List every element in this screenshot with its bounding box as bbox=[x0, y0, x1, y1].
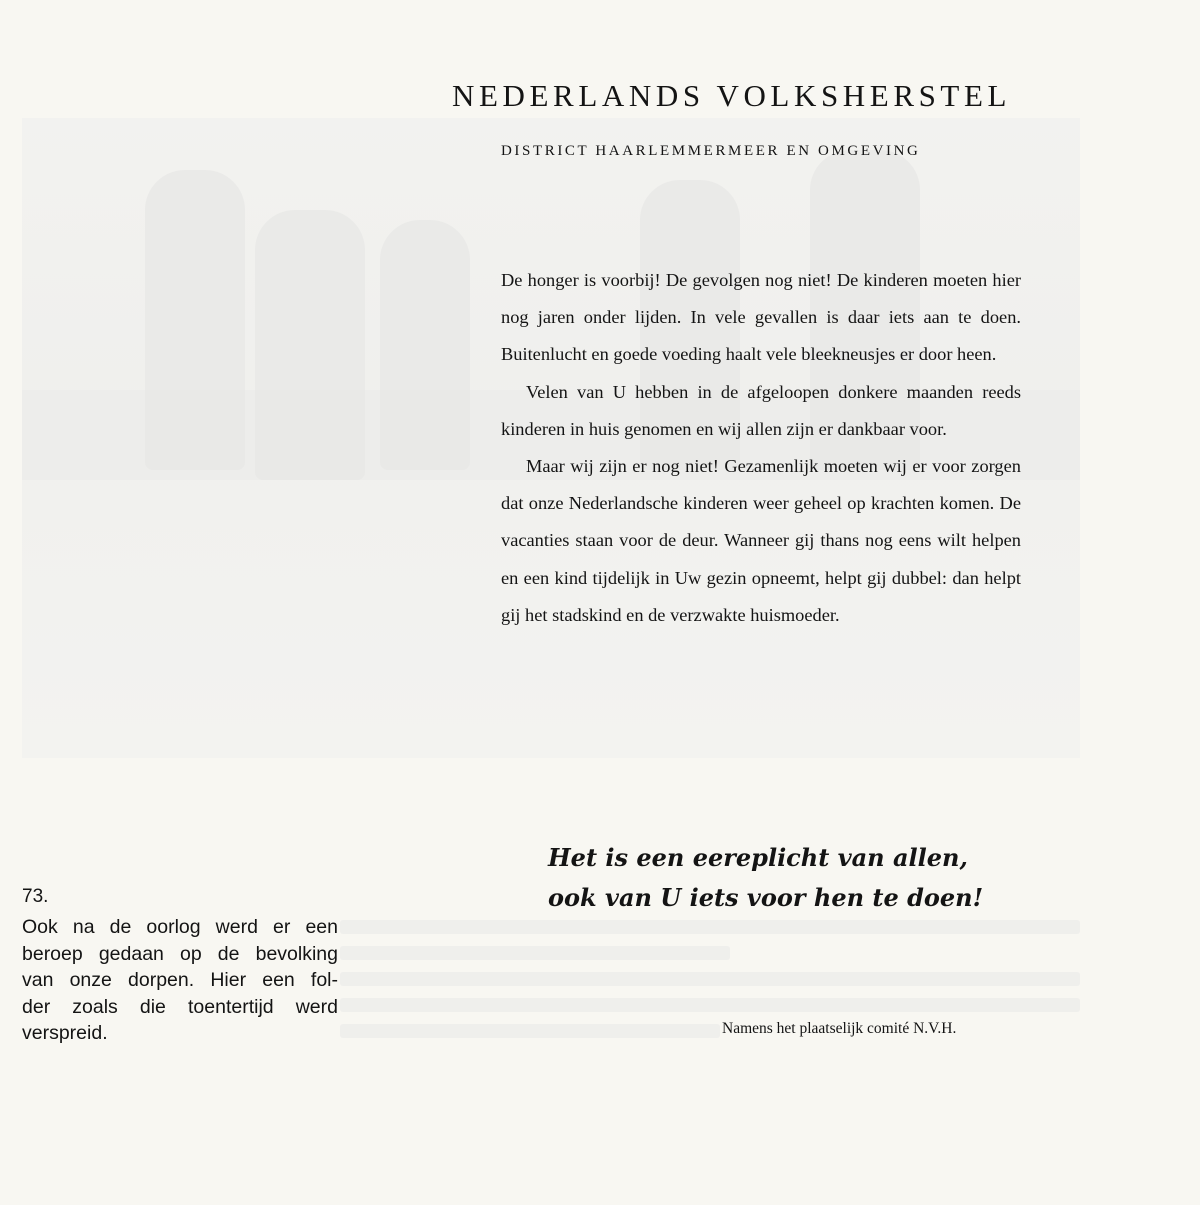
caption-line: der zoals die toentertijd werd bbox=[22, 995, 338, 1018]
slogan-line: Het is een eereplicht van allen, bbox=[548, 843, 968, 872]
leaflet-subtitle: DISTRICT HAARLEMMERMEER EN OMGEVING bbox=[501, 143, 921, 159]
caption-line: verspreid. bbox=[22, 1022, 108, 1045]
body-paragraph: Maar wij zijn er nog niet! Gezamenlijk moeten wij er voor zorgen dat onze Nederlandsche kinderen weer geheel op krachten komen. De vacanties staan voor de deur. Wanneer gij thans nog eens wilt helpen en een kind tijdelijk in Uw gezin opneemt, helpt gij dubbel: dan helpt gij het stadskind en de verzwakte huismoeder. bbox=[501, 456, 1021, 625]
body-paragraph: De honger is voorbij! De gevolgen nog niet! De kinderen moeten hier nog jaren onder lijden. In vele gevallen is daar iets aan te doen. Buitenlucht en goede voeding haalt vele bleekneusjes er door heen. bbox=[501, 270, 1021, 365]
show-through-figure bbox=[380, 220, 470, 470]
leaflet-title: NEDERLANDS VOLKSHERSTEL bbox=[452, 78, 1012, 113]
slogan bbox=[548, 838, 1068, 918]
caption-line: Ook na de oorlog werd er een bbox=[22, 916, 338, 938]
leaflet-body bbox=[501, 262, 1021, 634]
caption-line: beroep gedaan op de bevolking bbox=[22, 942, 338, 965]
show-through-caption-line bbox=[340, 972, 1080, 986]
caption-line: van onze dorpen. Hier een fol- bbox=[22, 969, 338, 992]
show-through-caption-line bbox=[340, 946, 730, 960]
slogan-line: ook van U iets voor hen te doen! bbox=[548, 883, 984, 912]
show-through-figure bbox=[145, 170, 245, 470]
caption-text bbox=[22, 914, 338, 1047]
caption-number: 73. bbox=[22, 886, 49, 907]
committee-signature: Namens het plaatselijk comité N.V.H. bbox=[722, 1020, 957, 1037]
show-through-caption-line bbox=[340, 998, 1080, 1012]
show-through-caption-line bbox=[340, 920, 1080, 934]
body-paragraph: Velen van U hebben in de afgeloopen donkere maanden reeds kinderen in huis genomen en wij allen zijn er dankbaar voor. bbox=[501, 381, 1021, 439]
show-through-figure bbox=[255, 210, 365, 480]
show-through-caption-line bbox=[340, 1024, 720, 1038]
